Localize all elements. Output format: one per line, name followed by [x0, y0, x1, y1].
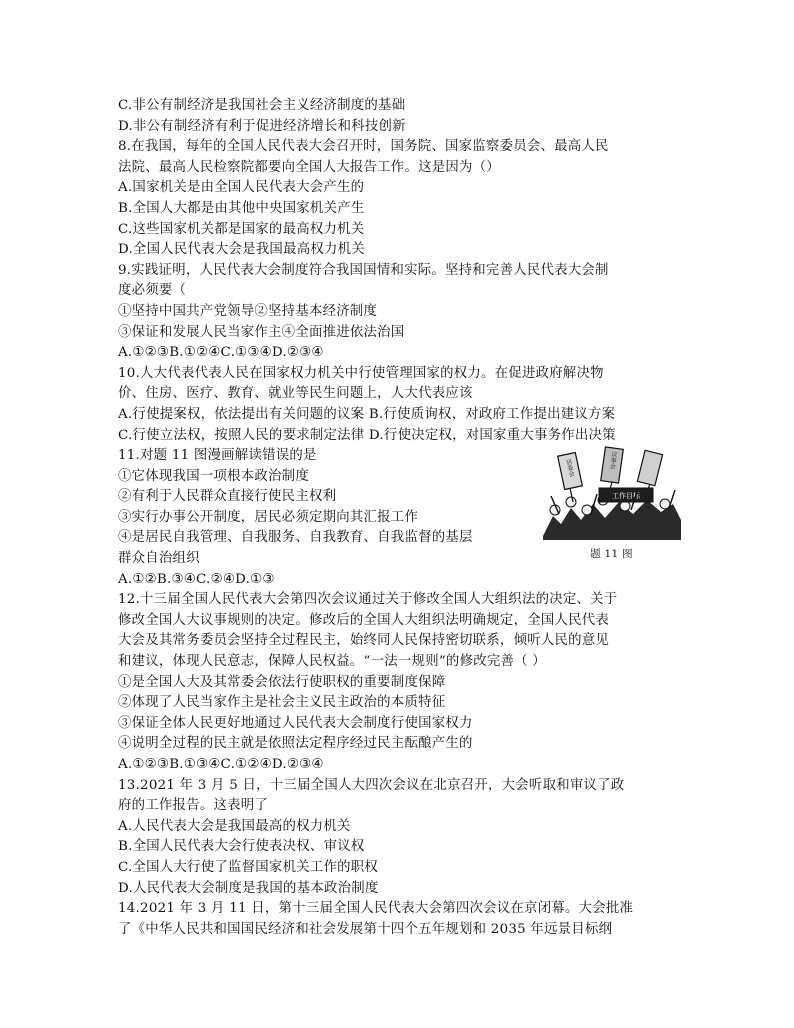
statement-line: ④说明全过程的民主就是依照法定程序经过民主酝酿产生的: [118, 736, 473, 752]
figure-caption: 题 11 图: [590, 548, 633, 560]
option-line: A.国家机关是由全国人民代表大会产生的: [118, 180, 365, 196]
text-line: 法院、最高人民检察院都要向全国人大报告工作。这是因为（）: [118, 159, 500, 175]
option-line: B.全国人民代表大会行使表决权、审议权: [118, 839, 365, 855]
cartoon-illustration: [541, 444, 682, 540]
option-line: A.①②③B.①②④C.①③④D.②③④: [118, 345, 324, 361]
text-line: 府的工作报告。这表明了: [118, 798, 269, 814]
question-9-stem: 9.实践证明，人民代表大会制度符合我国国情和实际。坚持和完善人民代表大会制: [118, 262, 609, 278]
statement-line: ①它体现我国一项根本政治制度: [118, 468, 309, 484]
question-14-stem: 14.2021 年 3 月 11 日，第十三届全国人民代表大会第四次会议在京闭幕。大会批准: [118, 901, 634, 917]
question-11-stem: 11.对题 11 图漫画解读错误的是: [118, 448, 317, 464]
option-line: C.这些国家机关都是国家的最高权力机关: [118, 221, 365, 237]
option-line: D.全国人民代表大会是我国最高权力机关: [118, 242, 365, 258]
statement-line: ①坚持中国共产党领导②坚持基本经济制度: [118, 303, 378, 319]
statement-line: ③保证和发展人民当家作主④全面推进依法治国: [118, 324, 405, 340]
option-line: A.行使提案权，依法提出有关问题的议案 B.行使质询权，对政府工作提出建议方案: [118, 406, 616, 422]
option-line: B.全国人大都是由其他中央国家机关产生: [118, 200, 365, 216]
option-line: A.①②B.③④C.②④D.①③: [118, 571, 275, 587]
statement-line: ①是全国人大及其常委会依法行使职权的重要制度保障: [118, 674, 446, 690]
text-line: D.非公有制经济有利于促进经济增长和科技创新: [118, 118, 406, 134]
statement-line: ③保证全体人民更好地通过人民代表大会制度行使国家权力: [118, 715, 473, 731]
option-line: C.全国人大行使了监督国家机关工作的职权: [118, 859, 379, 875]
statement-line: ②体现了人民当家作主是社会主义民主政治的本质特征: [118, 695, 446, 711]
exam-page: [118, 96, 684, 940]
text-line: 价、住房、医疗、教育、就业等民生问题上，人大代表应该: [118, 386, 473, 402]
question-10-stem: 10.人大代表代表人民在国家权力机关中行使管理国家的权力。在促进政府解决物: [118, 365, 604, 381]
statement-line: ④是居民自我管理、自我服务、自我教育、自我监督的基层: [118, 530, 473, 546]
text-line: 修改全国人大议事规则的决定。修改后的全国人大组织法明确规定，全国人民代表: [118, 612, 610, 628]
sign-label: 议事会: [607, 450, 618, 470]
text-line: 和建议，体现人民意志，保障人民权益。“一法一规则”的修改完善（ ）: [118, 654, 546, 670]
option-line: A.①②③B.①③④C.①②④D.②③④: [118, 757, 324, 772]
question-12-stem: 12.十三届全国人民代表大会第四次会议通过关于修改全国人大组织法的决定、关于: [118, 592, 618, 608]
cartoon-figure: [541, 444, 682, 561]
text-line: 度必须要（: [118, 283, 187, 299]
question-8-stem: 8.在我国，每年的全国人民代表大会召开时，国务院、国家监察委员会、最高人民: [118, 139, 609, 155]
option-line: D.人民代表大会制度是我国的基本政治制度: [118, 880, 379, 896]
option-line: A.人民代表大会是我国最高的权力机关: [118, 818, 351, 834]
text-line: 大会及其常务委员会坚持全过程民主，始终同人民保持密切联系，倾听人民的意见: [118, 633, 610, 649]
sign-label: 居委会: [564, 458, 575, 478]
text-line: 了《中华人民共和国国民经济和社会发展第十四个五年规划和 2035 年远景目标纲: [118, 921, 613, 937]
text-line: 群众自治组织: [118, 551, 200, 567]
statement-line: ③实行办事公开制度，居民必须定期向其汇报工作: [118, 509, 419, 525]
question-13-stem: 13.2021 年 3 月 5 日，十三届全国人大四次会议在北京召开，大会听取和审议了政: [118, 777, 625, 793]
board-label: 工作目标: [612, 492, 640, 500]
statement-line: ②有利于人民群众直接行使民主权利: [118, 489, 337, 505]
option-line: C.行使立法权，按照人民的要求制定法律 D.行使决定权，对国家重大事务作出决策: [118, 427, 616, 443]
text-line: C.非公有制经济是我国社会主义经济制度的基础: [118, 98, 406, 113]
